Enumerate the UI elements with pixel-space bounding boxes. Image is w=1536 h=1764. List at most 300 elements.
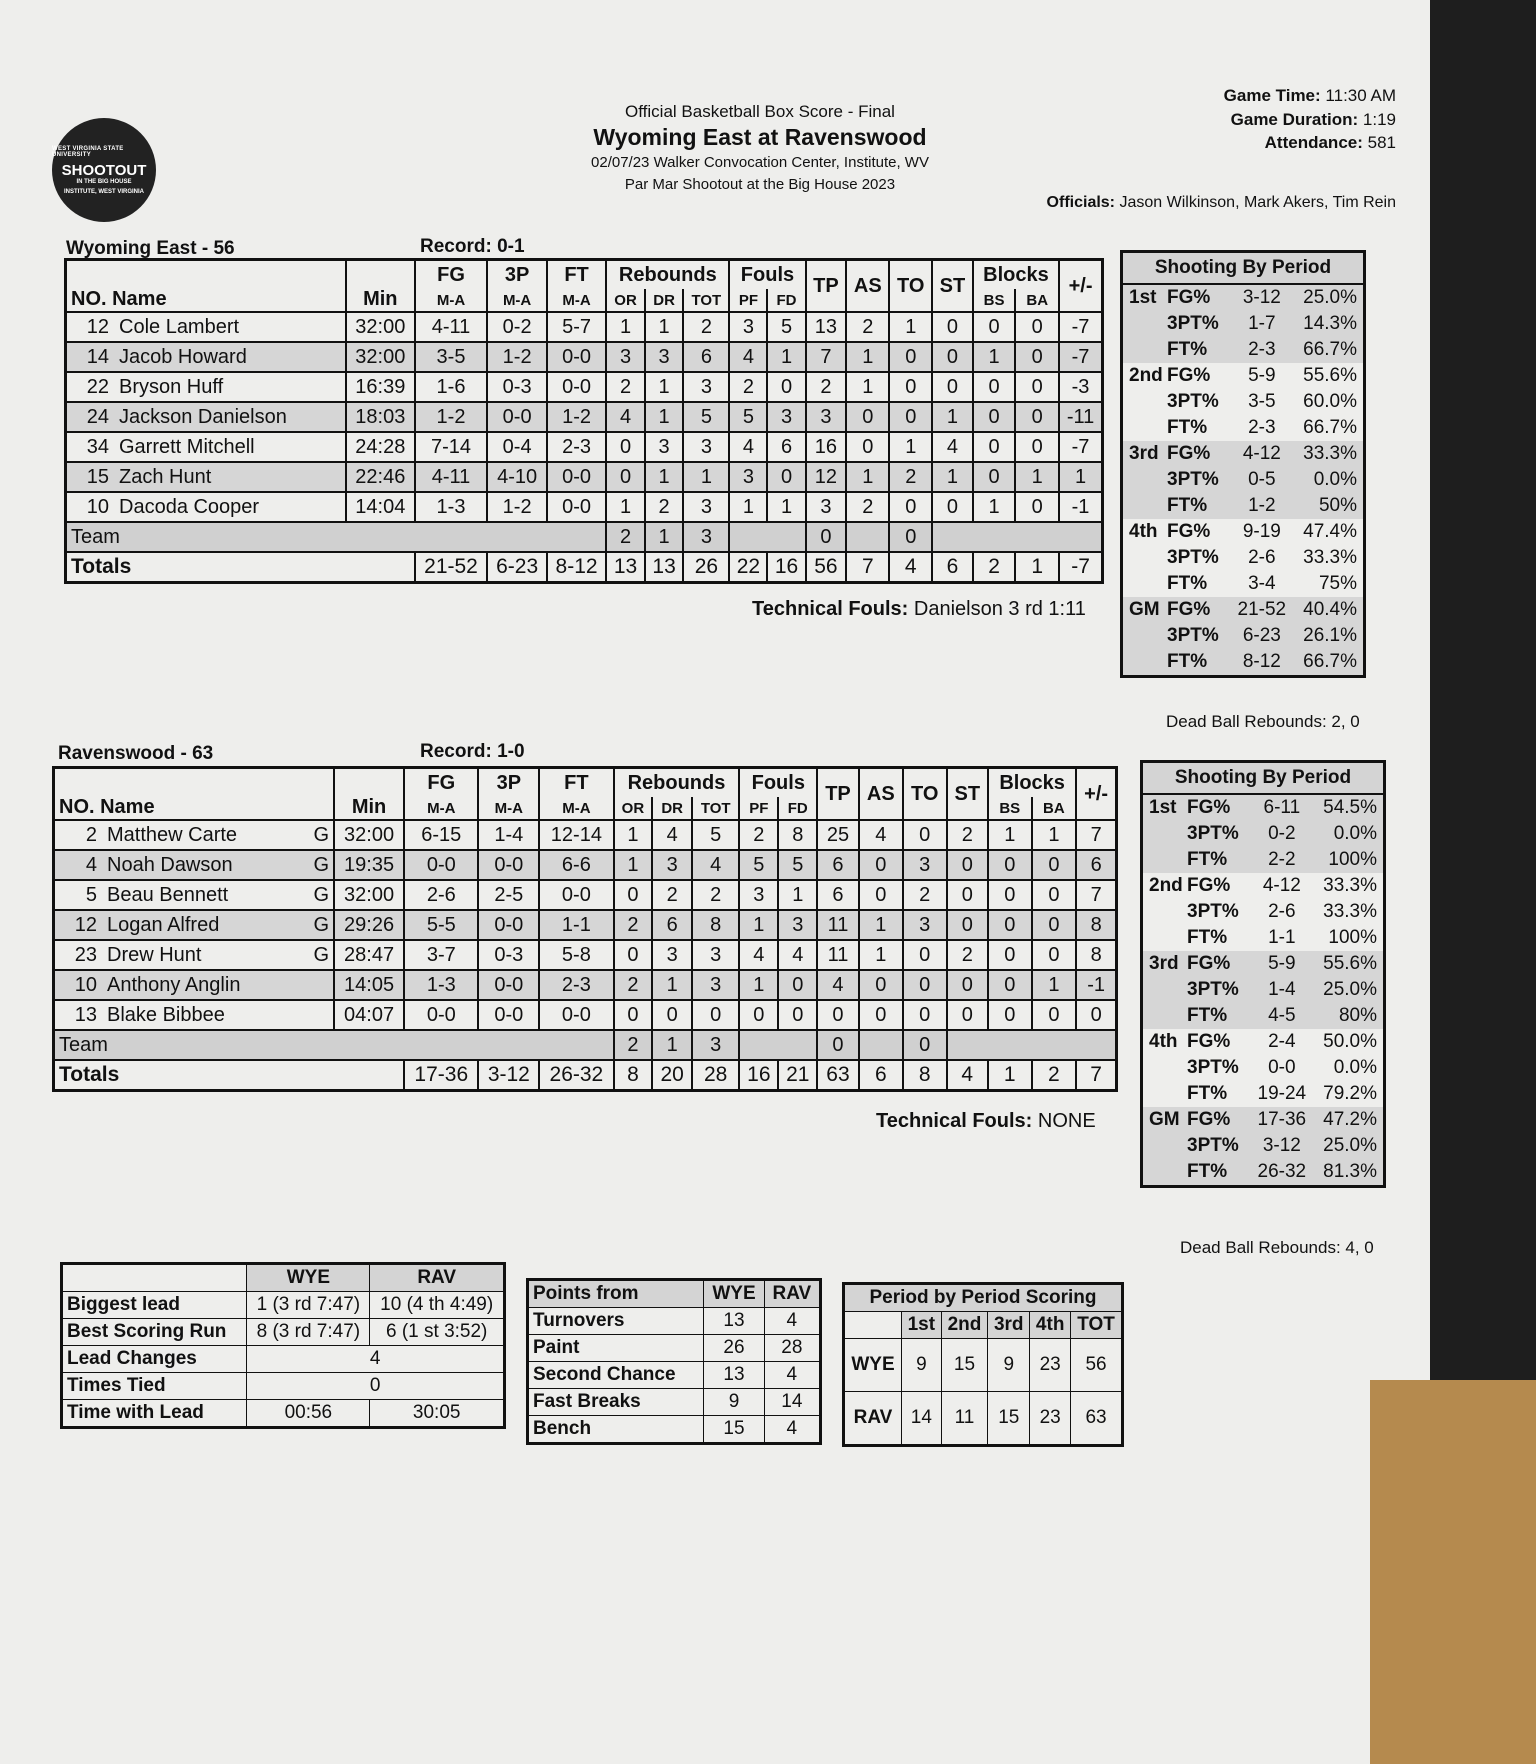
subcol-ma-2: M-A <box>547 289 606 312</box>
shooting-stat: 3PT% <box>1187 823 1239 844</box>
team2-technical-fouls: Technical Fouls: NONE <box>876 1110 1096 1132</box>
player-row <box>66 462 1103 492</box>
shooting-percent: 33.3% <box>1323 875 1377 896</box>
stat-tot: 5 <box>683 402 729 432</box>
stat-to: 3 <box>903 910 947 940</box>
stat-pf: 4 <box>739 940 778 970</box>
stat-tot: 2 <box>683 312 729 342</box>
shooting-stat-label <box>1122 311 1231 337</box>
total-as: 7 <box>846 552 889 583</box>
shooting-percent: 55.6% <box>1314 951 1385 977</box>
col-st: ST <box>947 768 989 821</box>
stat-fg: 3-7 <box>404 940 478 970</box>
shooting-made-attempted: 1-2 <box>1230 493 1294 519</box>
shooting-stat: FT% <box>1187 927 1228 948</box>
shootout-logo-icon: WEST VIRGINIA STATE UNIVERSITY SHOOTOUT IN THE BIG HOUSE INSTITUTE, WEST VIRGINIA <box>52 118 156 222</box>
player-row <box>66 402 1103 432</box>
leads-label: Lead Changes <box>62 1346 247 1373</box>
stat-pf: 3 <box>729 312 767 342</box>
points-from-col-wye: WYE <box>704 1280 764 1308</box>
total-pf: 22 <box>729 552 767 583</box>
col-as: AS <box>846 260 889 313</box>
stat-ba: 1 <box>1032 820 1077 850</box>
shooting-period: 2nd <box>1129 365 1163 386</box>
stat-dr: 2 <box>645 492 684 522</box>
team2-record: Record: 1-0 <box>420 741 525 762</box>
leads-value-rav: 10 (4 th 4:49) <box>370 1292 505 1319</box>
stat-to: 0 <box>889 342 932 372</box>
shooting-stat-label <box>1122 337 1231 363</box>
shooting-percent: 54.5% <box>1314 794 1385 821</box>
player-row <box>54 850 1117 880</box>
shooting-stat: FG% <box>1167 599 1211 620</box>
shooting-stat: FG% <box>1167 521 1211 542</box>
stat-ft: 6-6 <box>539 850 613 880</box>
stat-pf: 4 <box>729 342 767 372</box>
stat-dr: 0 <box>652 1000 692 1030</box>
total-tot: 28 <box>692 1060 739 1091</box>
points-from-wye: 9 <box>704 1389 764 1416</box>
shooting-row <box>1142 1003 1385 1029</box>
leads-value-wye: 1 (3 rd 7:47) <box>247 1292 370 1319</box>
shooting-stat: FT% <box>1187 1005 1228 1026</box>
shooting-stat: FG% <box>1187 953 1231 974</box>
total-p3: 6-23 <box>487 552 546 583</box>
period-blank-header <box>844 1312 902 1339</box>
subcol-ma-2: M-A <box>539 797 613 820</box>
shooting-stat: FG% <box>1187 1109 1231 1130</box>
stat-ba: 0 <box>1015 432 1059 462</box>
player-number: 12 <box>86 315 109 338</box>
points-from-label: Bench <box>528 1416 704 1444</box>
points-from-title: Points from <box>528 1280 704 1308</box>
stat-to: 0 <box>903 1000 947 1030</box>
period-score: 56 <box>1071 1339 1123 1392</box>
total-fd: 21 <box>778 1060 817 1091</box>
leads-col-rav: RAV <box>370 1264 505 1292</box>
team1-record: Record: 0-1 <box>420 236 525 257</box>
team-tp: 0 <box>817 1030 859 1060</box>
points-from-label: Paint <box>528 1335 704 1362</box>
player-name-cell <box>66 312 347 342</box>
shooting-stat-label <box>1142 899 1251 925</box>
shooting-made-attempted: 0-0 <box>1268 1057 1296 1078</box>
player-number: 10 <box>86 495 109 518</box>
points-from-row <box>528 1335 821 1362</box>
shooting-stat-label <box>1142 1055 1251 1081</box>
leads-value-wye: 8 (3 rd 7:47) <box>247 1319 370 1346</box>
stat-or: 1 <box>606 492 645 522</box>
shooting-percent: 47.4% <box>1303 521 1357 542</box>
leads-value-rav: 30:05 <box>370 1400 505 1428</box>
team1-box-score <box>64 258 1104 584</box>
document-subtitle: Official Basketball Box Score - Final <box>625 102 895 121</box>
shooting-row <box>1142 1081 1385 1107</box>
stat-as: 4 <box>859 820 903 850</box>
shooting-stat-label <box>1122 493 1231 519</box>
stat-ba: 0 <box>1015 492 1059 522</box>
stat-tot: 3 <box>683 372 729 402</box>
shooting-made-attempted: 17-36 <box>1250 1107 1314 1133</box>
team-label: Team <box>66 522 607 552</box>
stat-ft: 0-0 <box>547 492 606 522</box>
period-score: 15 <box>988 1392 1030 1446</box>
shooting-stat: FT% <box>1187 1083 1228 1104</box>
shooting-stat: FT% <box>1167 495 1208 516</box>
team-tp: 0 <box>806 522 847 552</box>
team-empty <box>859 1030 903 1060</box>
player-position: G <box>313 883 329 906</box>
stat-ft: 1-1 <box>539 910 613 940</box>
stat-tot: 4 <box>692 850 739 880</box>
table-surface <box>1370 1380 1536 1764</box>
stat-tp: 13 <box>806 312 847 342</box>
player-position: G <box>313 853 329 876</box>
stat-or: 4 <box>606 402 645 432</box>
stat-tot: 3 <box>683 492 729 522</box>
player-number: 22 <box>86 375 109 398</box>
points-from-rav: 4 <box>764 1362 820 1389</box>
shooting-row <box>1122 623 1365 649</box>
header-row <box>54 768 1117 798</box>
leads-value: 0 <box>247 1373 505 1400</box>
stat-pf: 5 <box>739 850 778 880</box>
stat-dr: 3 <box>645 342 684 372</box>
col-fouls: Fouls <box>739 768 817 798</box>
team2-label: Ravenswood - 63 <box>58 743 214 764</box>
shooting-stat: 3PT% <box>1187 1135 1239 1156</box>
stat-dr: 1 <box>652 970 692 1000</box>
stat-tp: 11 <box>817 910 859 940</box>
stat-tp: 11 <box>817 940 859 970</box>
stat-fd: 0 <box>778 970 817 1000</box>
shooting-made-attempted: 2-3 <box>1230 337 1294 363</box>
shooting-percent: 40.4% <box>1294 597 1365 623</box>
stat-or: 0 <box>614 940 653 970</box>
period-scoring-title: Period by Period Scoring <box>844 1284 1123 1312</box>
shooting-percent: 25.0% <box>1314 977 1385 1003</box>
shooting-stat: FG% <box>1167 287 1211 308</box>
shooting-stat: 3PT% <box>1167 313 1219 334</box>
shooting-stat-label <box>1142 977 1251 1003</box>
subcol-or-3: OR <box>614 797 653 820</box>
shooting-made-attempted: 5-9 <box>1248 365 1276 386</box>
stat-fg: 3-5 <box>415 342 488 372</box>
leads-label: Times Tied <box>62 1373 247 1400</box>
stat-bs: 0 <box>973 372 1016 402</box>
col-to: TO <box>903 768 947 821</box>
total-fd: 16 <box>767 552 805 583</box>
stat-fg: 7-14 <box>415 432 488 462</box>
shooting-percent: 66.7% <box>1303 417 1357 438</box>
player-number: 4 <box>85 853 97 876</box>
player-row <box>54 1000 1117 1030</box>
stat-min: 32:00 <box>346 342 415 372</box>
subcol-bs-8: BS <box>988 797 1032 820</box>
stat-or: 3 <box>606 342 645 372</box>
player-name-cell <box>54 1000 335 1030</box>
shooting-stat: FT% <box>1167 417 1208 438</box>
stat-fd: 0 <box>778 1000 817 1030</box>
stat-p3: 0-0 <box>478 970 539 1000</box>
stat-min: 22:46 <box>346 462 415 492</box>
shooting-percent: 25.0% <box>1294 284 1365 311</box>
shooting-title: Shooting By Period <box>1142 762 1385 795</box>
shooting-row <box>1122 441 1365 467</box>
stat-as: 1 <box>846 372 889 402</box>
shooting-row <box>1122 389 1365 415</box>
stat-tp: 3 <box>806 402 847 432</box>
stat-fd: 4 <box>778 940 817 970</box>
team-row <box>66 522 1103 552</box>
col-rebounds: Rebounds <box>614 768 740 798</box>
stat-bs: 1 <box>973 492 1016 522</box>
stat-tp: 12 <box>806 462 847 492</box>
player-name: Cole Lambert <box>119 315 240 338</box>
points-from-label: Fast Breaks <box>528 1389 704 1416</box>
team1-shooting-by-period <box>1120 250 1366 678</box>
stat-bs: 0 <box>988 850 1032 880</box>
shooting-row <box>1142 977 1385 1003</box>
stat-fd: 8 <box>778 820 817 850</box>
subcol-pf-6: PF <box>729 289 767 312</box>
period-col-4th: 4th <box>1030 1312 1071 1339</box>
stat-tot: 2 <box>692 880 739 910</box>
player-name: Zach Hunt <box>119 465 212 488</box>
stat-bs: 0 <box>973 462 1016 492</box>
shooting-row <box>1122 467 1365 493</box>
team-empty <box>729 522 805 552</box>
shooting-row <box>1142 951 1385 977</box>
stat-p3: 1-2 <box>487 492 546 522</box>
leads-label: Time with Lead <box>62 1400 247 1428</box>
shooting-made-attempted: 1-7 <box>1230 311 1294 337</box>
points-from-wye: 26 <box>704 1335 764 1362</box>
stat-ft: 0-0 <box>539 1000 613 1030</box>
stat-to: 2 <box>889 462 932 492</box>
shooting-stat-label <box>1142 1133 1251 1159</box>
stat-ft: 0-0 <box>547 342 606 372</box>
shooting-stat-label <box>1142 873 1251 899</box>
stat-p3: 4-10 <box>487 462 546 492</box>
stat-bs: 0 <box>988 970 1032 1000</box>
points-from-header-row <box>528 1280 821 1308</box>
col-tp: TP <box>817 768 859 821</box>
stat-bs: 0 <box>988 940 1032 970</box>
stat-p3: 0-3 <box>478 940 539 970</box>
stat-as: 0 <box>859 970 903 1000</box>
stat-as: 0 <box>846 432 889 462</box>
player-name: Blake Bibbee <box>107 1003 225 1026</box>
stat-min: 14:04 <box>346 492 415 522</box>
shooting-made-attempted: 8-12 <box>1230 649 1294 677</box>
stat-st: 0 <box>947 910 989 940</box>
leads-row <box>62 1292 505 1319</box>
stat-pm: 8 <box>1076 910 1116 940</box>
stat-to: 0 <box>889 492 932 522</box>
stat-st: 1 <box>932 462 973 492</box>
stat-tot: 0 <box>692 1000 739 1030</box>
venue-line: 02/07/23 Walker Convocation Center, Institute, WV <box>591 154 929 171</box>
stat-ft: 2-3 <box>539 970 613 1000</box>
period-team: WYE <box>844 1339 902 1392</box>
subcol-ma-0: M-A <box>415 289 488 312</box>
stat-pf: 0 <box>739 1000 778 1030</box>
total-to: 8 <box>903 1060 947 1091</box>
total-bs: 1 <box>988 1060 1032 1091</box>
stat-ba: 0 <box>1032 850 1077 880</box>
stat-fd: 5 <box>778 850 817 880</box>
stat-fd: 1 <box>767 342 805 372</box>
stat-or: 0 <box>606 462 645 492</box>
stat-bs: 1 <box>988 820 1032 850</box>
stat-ba: 0 <box>1015 342 1059 372</box>
shooting-row <box>1122 545 1365 571</box>
stat-pf: 1 <box>739 910 778 940</box>
stat-p3: 0-0 <box>478 910 539 940</box>
stat-min: 32:00 <box>334 820 404 850</box>
stat-tp: 4 <box>817 970 859 1000</box>
stat-min: 28:47 <box>334 940 404 970</box>
player-number: 5 <box>85 883 97 906</box>
stat-or: 2 <box>614 910 653 940</box>
total-st: 6 <box>932 552 973 583</box>
stat-ba: 0 <box>1032 880 1077 910</box>
shooting-made-attempted: 2-4 <box>1268 1031 1296 1052</box>
col-fg: FG <box>404 768 478 798</box>
period-score: 9 <box>902 1339 942 1392</box>
period-col-2nd: 2nd <box>941 1312 988 1339</box>
col-plus-minus: +/- <box>1059 260 1102 313</box>
stat-fg: 1-3 <box>415 492 488 522</box>
shooting-stat-label <box>1122 571 1231 597</box>
stat-fd: 1 <box>767 492 805 522</box>
period-col-1st: 1st <box>902 1312 942 1339</box>
stat-tp: 3 <box>806 492 847 522</box>
stat-pf: 2 <box>729 372 767 402</box>
player-number: 15 <box>86 465 109 488</box>
shooting-stat-label <box>1122 597 1231 623</box>
stat-dr: 1 <box>645 312 684 342</box>
shooting-stat: 3PT% <box>1187 1057 1239 1078</box>
stat-pf: 5 <box>729 402 767 432</box>
stat-ba: 0 <box>1015 312 1059 342</box>
points-from-col-rav: RAV <box>764 1280 820 1308</box>
stat-st: 0 <box>932 492 973 522</box>
shooting-percent: 25.0% <box>1314 1133 1385 1159</box>
shooting-percent: 33.3% <box>1323 901 1377 922</box>
shooting-stat: 3PT% <box>1187 979 1239 1000</box>
total-ft: 26-32 <box>539 1060 613 1091</box>
stat-dr: 1 <box>645 462 684 492</box>
shooting-stat: FT% <box>1187 1161 1228 1182</box>
col-plus-minus: +/- <box>1076 768 1116 821</box>
stat-pf: 1 <box>739 970 778 1000</box>
stat-as: 1 <box>846 462 889 492</box>
period-header-row <box>844 1312 1123 1339</box>
shooting-period: 3rd <box>1129 443 1159 464</box>
subcol-fd-7: FD <box>778 797 817 820</box>
shooting-percent: 100% <box>1314 847 1385 873</box>
col-st: ST <box>932 260 973 313</box>
shooting-stat-label <box>1142 925 1251 951</box>
stat-st: 0 <box>947 850 989 880</box>
stat-p3: 0-0 <box>478 1000 539 1030</box>
stat-st: 2 <box>947 820 989 850</box>
player-name: Jackson Danielson <box>119 405 287 428</box>
leads-label: Best Scoring Run <box>62 1319 247 1346</box>
stat-bs: 0 <box>988 910 1032 940</box>
col-min: Min <box>334 768 404 821</box>
period-row <box>844 1339 1123 1392</box>
col-blocks: Blocks <box>988 768 1076 798</box>
total-pf: 16 <box>739 1060 778 1091</box>
col-no-name: NO. Name <box>71 288 167 310</box>
shooting-stat-label <box>1122 623 1231 649</box>
stat-pm: 6 <box>1076 850 1116 880</box>
leads-value-wye: 00:56 <box>247 1400 370 1428</box>
player-name: Noah Dawson <box>107 853 233 876</box>
shooting-title-row <box>1122 252 1365 285</box>
stat-dr: 3 <box>652 850 692 880</box>
stat-or: 1 <box>614 820 653 850</box>
stat-pm: 7 <box>1076 880 1116 910</box>
stat-min: 14:05 <box>334 970 404 1000</box>
points-from-wye: 13 <box>704 1362 764 1389</box>
shooting-made-attempted: 2-6 <box>1268 901 1296 922</box>
shooting-stat-label <box>1122 389 1231 415</box>
stat-as: 1 <box>859 940 903 970</box>
shooting-made-attempted: 0-5 <box>1230 467 1294 493</box>
team-or: 2 <box>614 1030 653 1060</box>
stat-ba: 1 <box>1032 970 1077 1000</box>
stat-fd: 3 <box>778 910 817 940</box>
stat-pf: 4 <box>729 432 767 462</box>
shooting-period: 1st <box>1149 797 1177 818</box>
shooting-row <box>1142 1159 1385 1187</box>
page-title: Wyoming East at Ravenswood <box>593 124 927 150</box>
shooting-row <box>1122 415 1365 441</box>
stat-ba: 0 <box>1015 402 1059 432</box>
stat-fg: 0-0 <box>404 1000 478 1030</box>
total-tp: 56 <box>806 552 847 583</box>
stat-to: 0 <box>903 940 947 970</box>
shooting-row <box>1142 821 1385 847</box>
period-scoring-table <box>842 1282 1124 1447</box>
shooting-stat-label <box>1122 284 1231 311</box>
stat-dr: 1 <box>645 402 684 432</box>
stat-ft: 0-0 <box>547 372 606 402</box>
stat-pm: -11 <box>1059 402 1102 432</box>
period-col-3rd: 3rd <box>988 1312 1030 1339</box>
stat-bs: 0 <box>973 402 1016 432</box>
stat-fg: 6-15 <box>404 820 478 850</box>
stat-as: 2 <box>846 312 889 342</box>
shooting-stat-label <box>1122 467 1231 493</box>
player-name: Logan Alfred <box>107 913 220 936</box>
shooting-percent: 60.0% <box>1303 391 1357 412</box>
period-score: 15 <box>941 1339 988 1392</box>
shooting-percent: 79.2% <box>1323 1083 1377 1104</box>
lead-stats-table <box>60 1262 506 1429</box>
col-blocks: Blocks <box>973 260 1059 290</box>
shooting-percent: 66.7% <box>1294 337 1365 363</box>
shooting-row <box>1122 649 1365 677</box>
points-from-label: Turnovers <box>528 1308 704 1335</box>
stat-ba: 0 <box>1032 1000 1077 1030</box>
total-dr: 13 <box>645 552 684 583</box>
shooting-row <box>1122 493 1365 519</box>
